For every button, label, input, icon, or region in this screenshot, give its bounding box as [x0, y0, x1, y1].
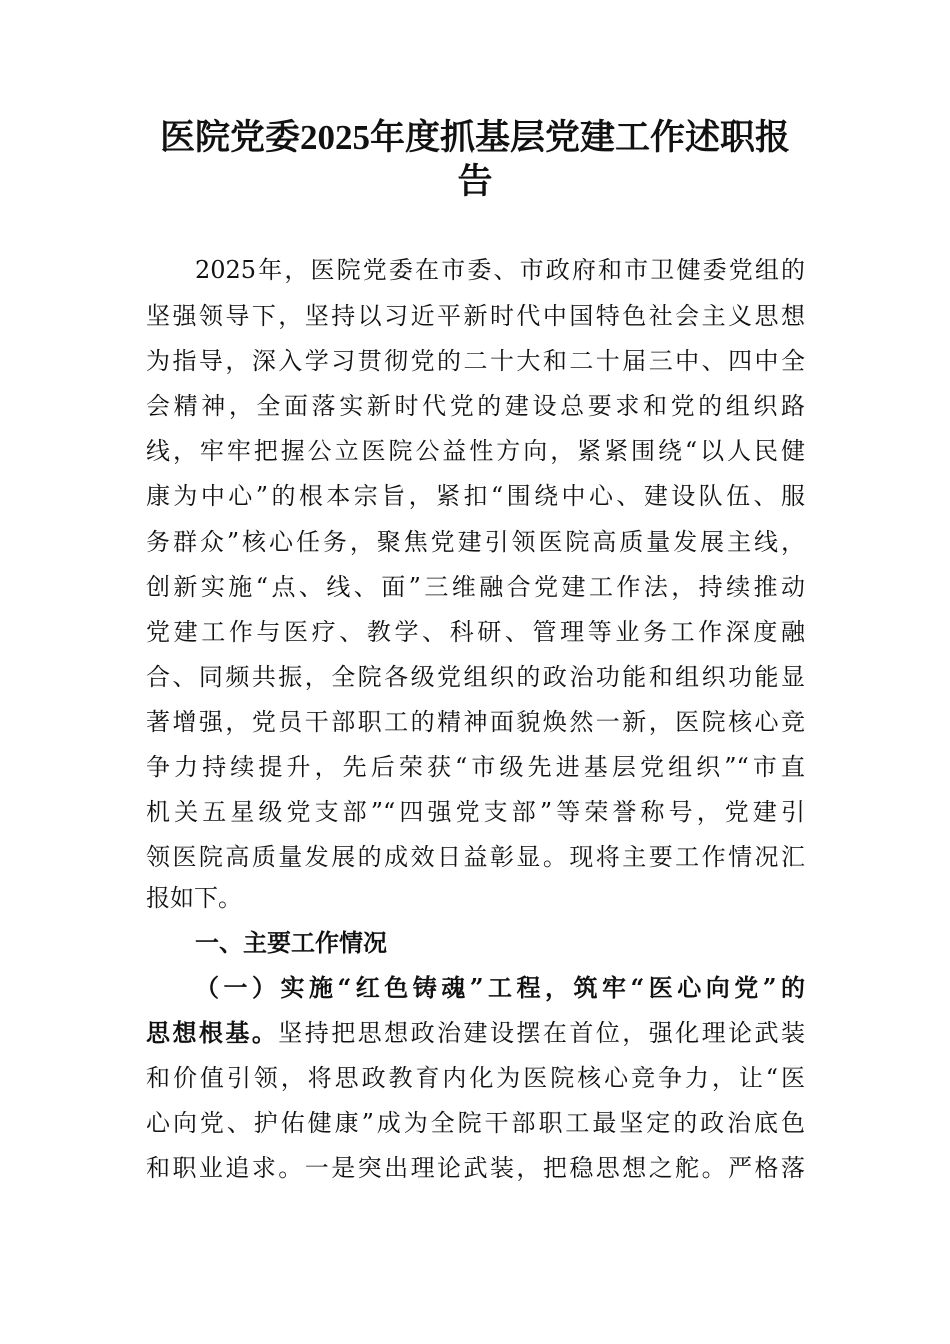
section-heading: 一、主要工作情况	[195, 929, 387, 957]
intro-line: 争力持续提升，先后荣获“市级先进基层党组织”“市直	[146, 753, 805, 781]
body-line	[146, 1018, 805, 1048]
intro-line: 著增强，党员干部职工的精神面貌焕然一新，医院核心竞	[146, 708, 805, 736]
intro-line: 为指导，深入学习贯彻党的二十大和二十届三中、四中全	[146, 347, 805, 375]
body-line: 和价值引领，将思政教育内化为医院核心竞争力，让“医	[146, 1064, 805, 1092]
intro-line: 创新实施“点、线、面”三维融合党建工作法，持续推动	[146, 573, 805, 601]
body-text: 坚持把思想政治建设摆在首位，强化理论武装	[278, 1019, 806, 1047]
document-title-line-1: 医院党委2025年度抓基层党建工作述职报	[159, 118, 790, 157]
intro-line: 2025年，医院党委在市委、市政府和市卫健委党组的	[195, 256, 805, 284]
intro-line: 党建工作与医疗、教学、科研、管理等业务工作深度融	[146, 618, 805, 646]
intro-line: 领医院高质量发展的成效日益彰显。现将主要工作情况汇	[146, 843, 805, 871]
subsection-heading-end: 思想根基。	[146, 1018, 279, 1047]
intro-line: 务群众”核心任务，聚焦党建引领医院高质量发展主线，	[146, 528, 805, 556]
intro-line: 康为中心”的根本宗旨，紧扣“围绕中心、建设队伍、服	[146, 482, 805, 510]
intro-line: 坚强领导下，坚持以习近平新时代中国特色社会主义思想	[146, 302, 805, 330]
intro-line: 报如下。	[146, 884, 242, 912]
body-line: 心向党、护佑健康”成为全院干部职工最坚定的政治底色	[146, 1109, 805, 1137]
intro-line: 线，牢牢把握公立医院公益性方向，紧紧围绕“以人民健	[146, 437, 805, 465]
subsection-heading: （一）实施“红色铸魂”工程，筑牢“医心向党”的	[195, 973, 805, 1002]
body-line: 和职业追求。一是突出理论武装，把稳思想之舵。严格落	[146, 1154, 805, 1182]
intro-line: 机关五星级党支部”“四强党支部”等荣誉称号，党建引	[146, 798, 805, 826]
document-title-line-2: 告	[457, 162, 493, 201]
intro-line: 会精神，全面落实新时代党的建设总要求和党的组织路	[146, 392, 805, 420]
intro-line: 合、同频共振，全院各级党组织的政治功能和组织功能显	[146, 663, 805, 691]
